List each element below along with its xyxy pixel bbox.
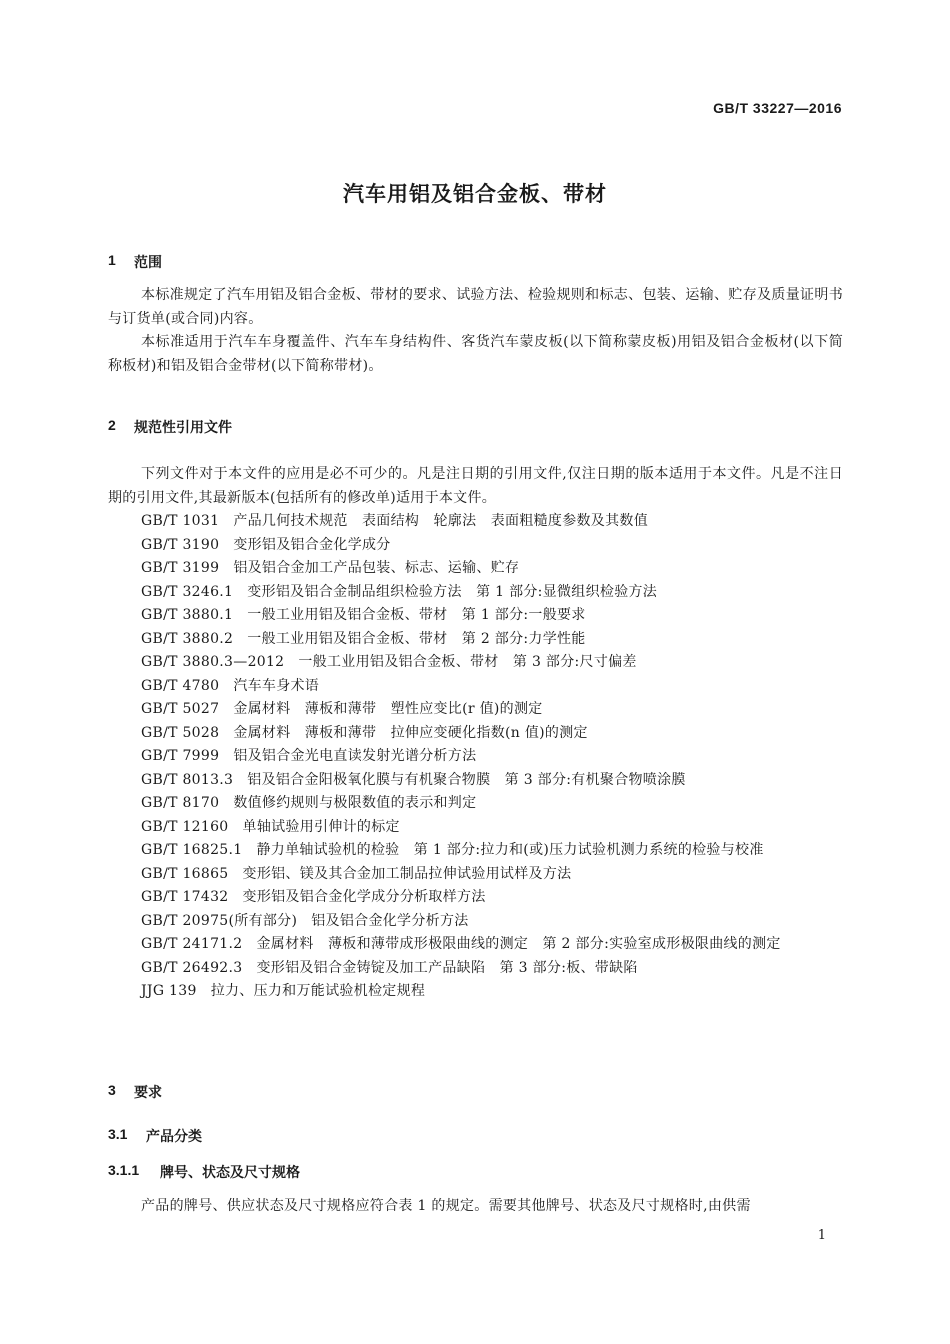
reference-title: 变形铝及铝合金制品组织检验方法 第 1 部分:显微组织检验方法 <box>247 583 658 600</box>
section-heading-3 <box>108 1082 162 1102</box>
reference-code: GB/T 26492.3 <box>141 959 243 976</box>
section-heading-3-1-1 <box>108 1162 300 1182</box>
reference-title: 拉力、压力和万能试验机检定规程 <box>210 983 426 999</box>
scope-paragraph-1: 本标准规定了汽车用铝及铝合金板、带材的要求、试验方法、检验规则和标志、包装、运输、贮存及质量证明书与订货单(或合同)内容。 <box>108 287 843 327</box>
standard-code: GB/T 33227—2016 <box>713 100 842 116</box>
reference-item <box>108 933 843 957</box>
reference-code: GB/T 3199 <box>141 560 220 576</box>
requirements-intro-paragraph: 产品的牌号、供应状态及尺寸规格应符合表 1 的规定。需要其他牌号、状态及尺寸规格时,由供需 <box>141 1198 751 1214</box>
reference-code: GB/T 3190 <box>141 536 220 553</box>
reference-item <box>108 651 843 675</box>
reference-title: 铝及铝合金化学分析方法 <box>311 912 469 929</box>
reference-title: 铝及铝合金光电直读发射光谱分析方法 <box>233 748 477 764</box>
reference-title: 单轴试验用引伸计的标定 <box>242 818 400 835</box>
reference-item <box>108 722 843 746</box>
reference-code: GB/T 3880.2 <box>141 630 234 647</box>
reference-item <box>108 769 843 793</box>
reference-code: GB/T 24171.2 <box>141 936 243 952</box>
reference-item <box>108 698 843 722</box>
reference-code: JJG 139 <box>141 983 197 999</box>
reference-code: GB/T 8170 <box>141 795 220 811</box>
section-title: 要求 <box>134 1085 162 1101</box>
section-number: 3 <box>108 1082 116 1098</box>
section-title: 规范性引用文件 <box>134 420 232 436</box>
reference-item <box>108 792 843 816</box>
reference-item <box>108 604 843 628</box>
section-heading-1 <box>108 252 162 272</box>
reference-title: 变形铝、镁及其合金加工制品拉伸试验用试样及方法 <box>242 865 572 882</box>
section-heading-2 <box>108 417 232 437</box>
reference-code: GB/T 8013.3 <box>141 771 234 788</box>
reference-item <box>108 957 843 981</box>
reference-code: GB/T 5028 <box>141 724 220 741</box>
reference-item <box>108 510 843 534</box>
reference-title: 金属材料 薄板和薄带 拉伸应变硬化指数(n 值)的测定 <box>233 724 588 741</box>
reference-item <box>108 581 843 605</box>
page-number: 1 <box>817 1228 826 1243</box>
reference-code: GB/T 4780 <box>141 677 220 694</box>
reference-title: 汽车车身术语 <box>233 677 320 694</box>
section-heading-3-1 <box>108 1126 202 1146</box>
section-number: 1 <box>108 252 116 268</box>
reference-code: GB/T 7999 <box>141 748 220 764</box>
reference-item <box>108 628 843 652</box>
reference-item <box>108 675 843 699</box>
section-number: 3.1 <box>108 1126 128 1142</box>
reference-code: GB/T 5027 <box>141 701 220 717</box>
reference-title: 铝及铝合金阳极氧化膜与有机聚合物膜 第 3 部分:有机聚合物喷涂膜 <box>247 771 686 788</box>
reference-title: 一般工业用铝及铝合金板、带材 第 2 部分:力学性能 <box>247 630 586 647</box>
section-number: 3.1.1 <box>108 1162 140 1178</box>
section-title: 产品分类 <box>146 1129 202 1145</box>
reference-title: 产品几何技术规范 表面结构 轮廓法 表面粗糙度参数及其数值 <box>233 513 649 529</box>
section-title: 范围 <box>134 255 162 271</box>
reference-item <box>108 557 843 581</box>
reference-code: GB/T 17432 <box>141 889 229 905</box>
reference-title: 一般工业用铝及铝合金板、带材 第 1 部分:一般要求 <box>247 607 586 623</box>
reference-code: GB/T 12160 <box>141 818 229 835</box>
reference-title: 金属材料 薄板和薄带 塑性应变比(r 值)的测定 <box>233 701 543 717</box>
reference-title: 金属材料 薄板和薄带成形极限曲线的测定 第 2 部分:实验室成形极限曲线的测定 <box>256 936 781 952</box>
reference-title: 变形铝及铝合金化学成分分析取样方法 <box>242 889 486 905</box>
document-title: 汽车用铝及铝合金板、带材 <box>343 182 607 206</box>
reference-item <box>108 910 843 934</box>
reference-title: 一般工业用铝及铝合金板、带材 第 3 部分:尺寸偏差 <box>298 654 637 670</box>
section-number: 2 <box>108 417 116 433</box>
reference-title: 铝及铝合金加工产品包装、标志、运输、贮存 <box>233 560 520 576</box>
reference-item <box>108 745 843 769</box>
reference-code: GB/T 16825.1 <box>141 842 243 858</box>
references-intro-paragraph: 下列文件对于本文件的应用是必不可少的。凡是注日期的引用文件,仅注日期的版本适用于本文件。凡是不注日期的引用文件,其最新版本(包括所有的修改单)适用于本文件。 <box>108 466 843 506</box>
normative-references-list <box>108 510 843 1004</box>
scope-paragraph-2: 本标准适用于汽车车身覆盖件、汽车车身结构件、客货汽车蒙皮板(以下简称蒙皮板)用铝及铝合金板材(以下简称板材)和铝及铝合金带材(以下简称带材)。 <box>108 334 843 374</box>
reference-code: GB/T 3246.1 <box>141 583 234 600</box>
reference-title: 变形铝及铝合金化学成分 <box>233 536 391 553</box>
reference-item <box>108 534 843 558</box>
reference-code: GB/T 16865 <box>141 865 229 882</box>
reference-code: GB/T 3880.1 <box>141 607 234 623</box>
reference-code: GB/T 20975(所有部分) <box>141 912 298 929</box>
reference-title: 静力单轴试验机的检验 第 1 部分:拉力和(或)压力试验机测力系统的检验与校准 <box>256 842 764 858</box>
reference-code: GB/T 3880.3—2012 <box>141 654 285 670</box>
reference-item <box>108 980 843 1004</box>
reference-item <box>108 839 843 863</box>
reference-item <box>108 816 843 840</box>
reference-item <box>108 886 843 910</box>
section-title: 牌号、状态及尺寸规格 <box>160 1165 300 1181</box>
reference-title: 数值修约规则与极限数值的表示和判定 <box>233 795 477 811</box>
reference-code: GB/T 1031 <box>141 513 220 529</box>
reference-title: 变形铝及铝合金铸锭及加工产品缺陷 第 3 部分:板、带缺陷 <box>256 959 638 976</box>
reference-item <box>108 863 843 887</box>
